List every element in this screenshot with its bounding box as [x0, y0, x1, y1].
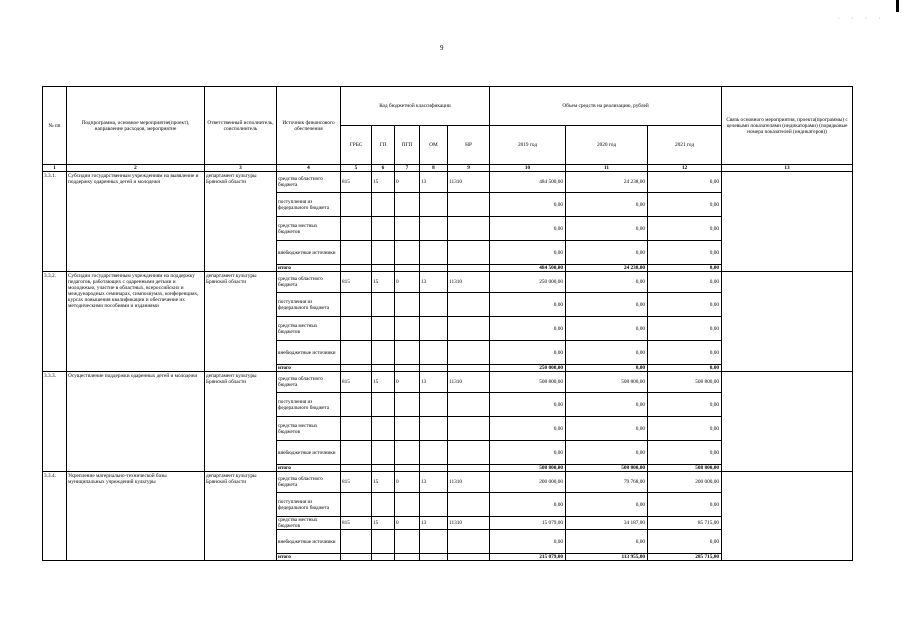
source-local: средства местных бюджетов [277, 417, 341, 441]
item-number: 3.3.1. [43, 172, 67, 272]
code-grbs: 815 [341, 472, 372, 493]
code-np: 11310 [448, 472, 490, 493]
source-regional: средства областного бюджета [277, 372, 341, 393]
total-2020: 24 238,00 [566, 265, 648, 272]
header-2019: 2019 год [490, 126, 566, 165]
amount-2021: 0,00 [648, 441, 722, 465]
amount-2021: 0,00 [648, 393, 722, 417]
amount-2019: 0,00 [490, 530, 566, 554]
item-link [722, 172, 853, 272]
amount-2019: 15 079,00 [490, 517, 566, 530]
amount-2020: 0,00 [566, 193, 648, 217]
total-2019: 484 500,00 [490, 265, 566, 272]
amount-2019: 484 500,00 [490, 172, 566, 193]
total-2019: 215 079,00 [490, 554, 566, 561]
source-local: средства местных бюджетов [277, 217, 341, 241]
amount-2021: 0,00 [648, 417, 722, 441]
item-number: 3.3.4. [43, 472, 67, 561]
amount-2019: 0,00 [490, 217, 566, 241]
item-executor: департамент культуры Брянской области [205, 472, 277, 561]
amount-2021: 508 800,00 [648, 372, 722, 393]
code-om: 13 [420, 472, 448, 493]
col-number: 1 [43, 165, 67, 172]
code-np: 11310 [448, 372, 490, 393]
col-number: 9 [448, 165, 490, 172]
scan-noise: · · · · [838, 16, 886, 22]
amount-2021: 200 000,00 [648, 472, 722, 493]
amount-2019: 250 000,00 [490, 272, 566, 293]
amount-2020: 0,00 [566, 272, 648, 293]
amount-2021: 0,00 [648, 341, 722, 365]
header-om: ОМ [420, 126, 448, 165]
code-gp: 15 [372, 172, 395, 193]
amount-2019: 0,00 [490, 417, 566, 441]
total-2021: 508 800,00 [648, 465, 722, 472]
total-2020: 508 800,00 [566, 465, 648, 472]
code-pgp: 0 [395, 472, 420, 493]
code-gp: 15 [372, 272, 395, 293]
item-link [722, 272, 853, 372]
amount-2020: 0,00 [566, 441, 648, 465]
header-2020: 2020 год [566, 126, 648, 165]
item-name: Осуществление поддержки одаренных детей и молодежи [67, 372, 205, 472]
total-2020: 113 955,00 [566, 554, 648, 561]
code-pgp: 0 [395, 272, 420, 293]
amount-2021: 0,00 [648, 493, 722, 517]
code-om: 13 [420, 172, 448, 193]
code-om: 13 [420, 517, 448, 530]
code-np: 11310 [448, 517, 490, 530]
total-2021: 0,00 [648, 265, 722, 272]
header-np: НР [448, 126, 490, 165]
amount-2020: 0,00 [566, 493, 648, 517]
code-gp: 15 [372, 472, 395, 493]
total-2021: 0,00 [648, 365, 722, 372]
source-extra: внебюджетные источники [277, 241, 341, 265]
source-regional: средства областного бюджета [277, 172, 341, 193]
source-total: итого [277, 365, 341, 372]
code-grbs: 815 [341, 172, 372, 193]
column-number-row [43, 165, 853, 172]
source-total: итого [277, 554, 341, 561]
amount-2019: 0,00 [490, 293, 566, 317]
item-link [722, 372, 853, 472]
col-number: 13 [722, 165, 853, 172]
amount-2021: 0,00 [648, 172, 722, 193]
item-number: 3.3.2. [43, 272, 67, 372]
code-pgp: 0 [395, 172, 420, 193]
header-pgp: ПГП [395, 126, 420, 165]
total-2019: 250 000,00 [490, 365, 566, 372]
code-gp: 15 [372, 372, 395, 393]
source-federal: поступления из федерального бюджета [277, 293, 341, 317]
table-row [43, 372, 853, 393]
amount-2019: 0,00 [490, 241, 566, 265]
amount-2020: 508 800,00 [566, 372, 648, 393]
item-executor: департамент культуры Брянской области [205, 372, 277, 472]
code-grbs: 815 [341, 517, 372, 530]
col-number: 7 [395, 165, 420, 172]
amount-2020: 0,00 [566, 217, 648, 241]
scan-edge-mark [896, 0, 899, 12]
source-extra: внебюджетные источники [277, 341, 341, 365]
amount-2020: 0,00 [566, 530, 648, 554]
source-local: средства местных бюджетов [277, 517, 341, 530]
col-number: 3 [205, 165, 277, 172]
item-executor: департамент культуры Брянской области [205, 272, 277, 372]
amount-2020: 24 238,00 [566, 172, 648, 193]
header-link: Связь основного мероприятия, проекта(программы) с целевыми показателями (индикаторами) (порядковые номера показателей (индикаторов)) [722, 87, 853, 165]
amount-2019: 200 000,00 [490, 472, 566, 493]
col-number: 10 [490, 165, 566, 172]
amount-2020: 0,00 [566, 393, 648, 417]
amount-2020: 0,00 [566, 417, 648, 441]
code-om: 13 [420, 372, 448, 393]
amount-2019: 0,00 [490, 341, 566, 365]
table-row [43, 272, 853, 293]
col-number: 5 [341, 165, 372, 172]
total-2020: 0,00 [566, 365, 648, 372]
amount-2021: 0,00 [648, 530, 722, 554]
amount-2019: 0,00 [490, 317, 566, 341]
col-number: 6 [372, 165, 395, 172]
source-extra: внебюджетные источники [277, 530, 341, 554]
item-number: 3.3.3. [43, 372, 67, 472]
col-number: 12 [648, 165, 722, 172]
table-row [43, 172, 853, 193]
source-extra: внебюджетные источники [277, 441, 341, 465]
amount-2021: 0,00 [648, 241, 722, 265]
col-number: 4 [277, 165, 341, 172]
code-om: 13 [420, 272, 448, 293]
item-name: Субсидии государственным учреждениям на поддержку педагогов, работающих с одаренными детьми и молодежью, участие в областных, всероссийских и международных семинарах, симпозиумах, конференциях, курсах повышения квалификации и обеспечение их методическими пособиями и изданиями [67, 272, 205, 372]
item-name: Укрепление материально-технической базы муниципальных учреждений культуры [67, 472, 205, 561]
total-2019: 508 800,00 [490, 465, 566, 472]
amount-2021: 0,00 [648, 293, 722, 317]
amount-2021: 0,00 [648, 317, 722, 341]
header-2021: 2021 год [648, 126, 722, 165]
amount-2021: 0,00 [648, 193, 722, 217]
code-pgp: 0 [395, 517, 420, 530]
table-row [43, 472, 853, 493]
header-codes-group: Код бюджетной классификации [341, 87, 490, 126]
col-number: 8 [420, 165, 448, 172]
code-gp: 15 [372, 517, 395, 530]
code-grbs: 815 [341, 272, 372, 293]
amount-2019: 0,00 [490, 493, 566, 517]
amount-2020: 0,00 [566, 293, 648, 317]
code-np: 11310 [448, 172, 490, 193]
amount-2019: 0,00 [490, 441, 566, 465]
source-regional: средства областного бюджета [277, 272, 341, 293]
header-gp: ГП [372, 126, 395, 165]
source-regional: средства областного бюджета [277, 472, 341, 493]
amount-2021: 0,00 [648, 217, 722, 241]
amount-2020: 34 187,00 [566, 517, 648, 530]
amount-2019: 0,00 [490, 393, 566, 417]
header-name: Подпрограмма, основное мероприятие(проект), направление расходов, мероприятие [67, 87, 205, 165]
amount-2021: 85 715,00 [648, 517, 722, 530]
header-source: Источник финансового обеспечения [277, 87, 341, 165]
code-np: 11310 [448, 272, 490, 293]
header-grbs: ГРБС [341, 126, 372, 165]
page-number: 9 [440, 44, 444, 52]
source-federal: поступления из федерального бюджета [277, 193, 341, 217]
amount-2019: 0,00 [490, 193, 566, 217]
amount-2019: 508 800,00 [490, 372, 566, 393]
amount-2020: 79 768,00 [566, 472, 648, 493]
code-pgp: 0 [395, 372, 420, 393]
amount-2020: 0,00 [566, 341, 648, 365]
source-local: средства местных бюджетов [277, 317, 341, 341]
item-executor: департамент культуры Брянской области [205, 172, 277, 272]
amount-2020: 0,00 [566, 317, 648, 341]
header-num: № пп [43, 87, 67, 165]
code-grbs: 815 [341, 372, 372, 393]
header-executor: Ответственный исполнитель, соисполнитель [205, 87, 277, 165]
header-amounts-group: Объем средств на реализацию, рублей [490, 87, 722, 126]
item-name: Субсидии государственным учреждениям на выявление и поддержку одаренных детей и молодежи [67, 172, 205, 272]
source-federal: поступления из федерального бюджета [277, 493, 341, 517]
source-total: итого [277, 465, 341, 472]
item-link [722, 472, 853, 561]
amount-2021: 0,00 [648, 272, 722, 293]
col-number: 11 [566, 165, 648, 172]
total-2021: 285 715,00 [648, 554, 722, 561]
budget-table [42, 86, 853, 561]
source-federal: поступления из федерального бюджета [277, 393, 341, 417]
source-total: итого [277, 265, 341, 272]
amount-2020: 0,00 [566, 241, 648, 265]
col-number: 2 [67, 165, 205, 172]
